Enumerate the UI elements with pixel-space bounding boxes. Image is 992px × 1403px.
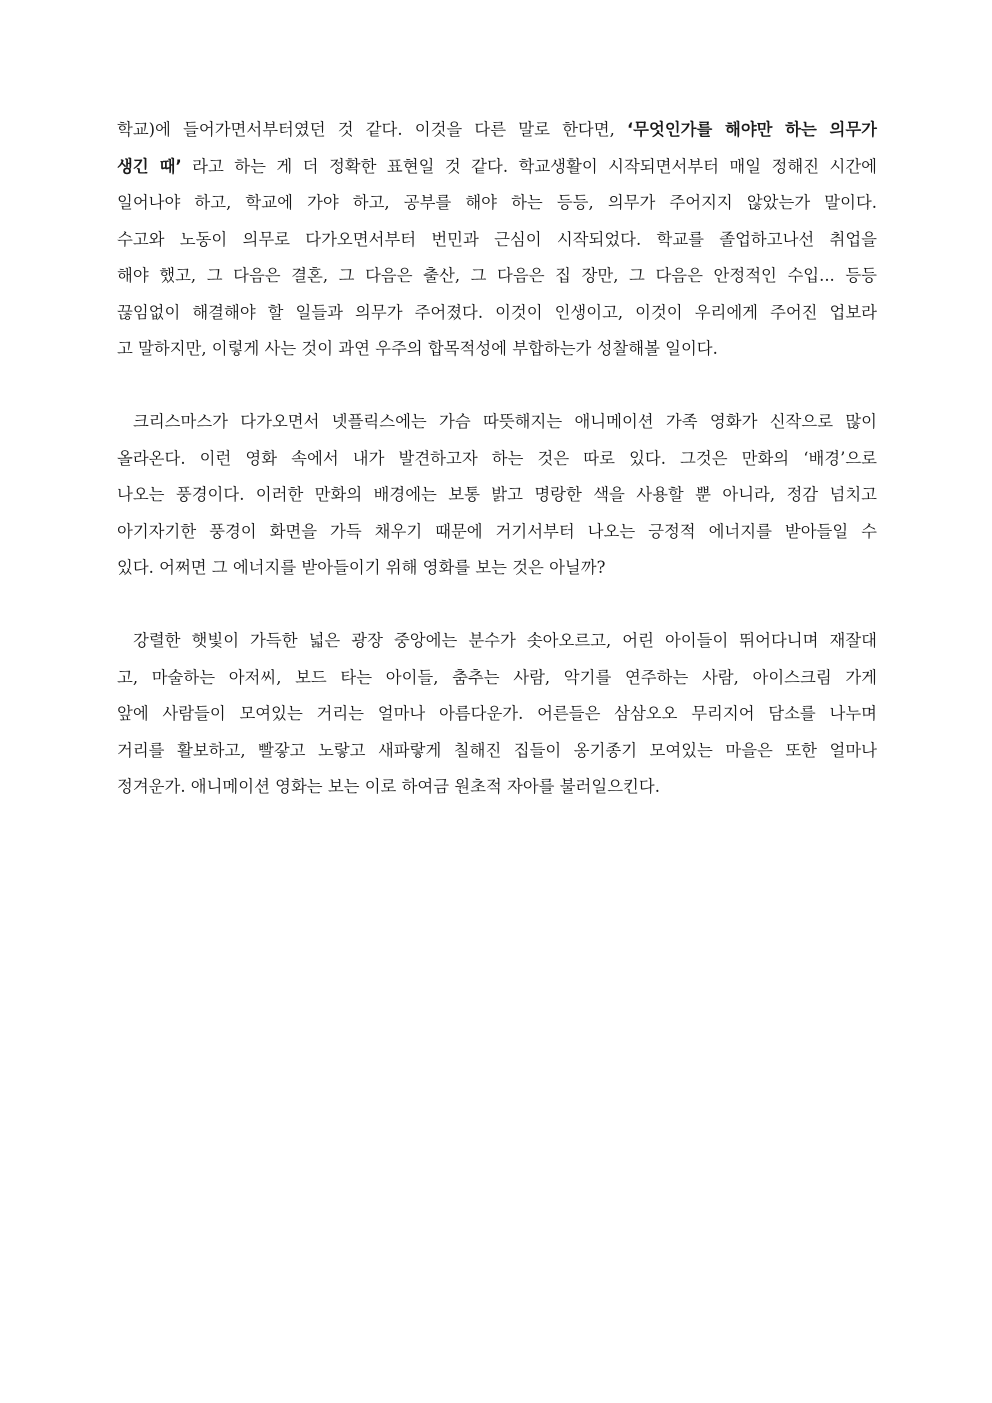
paragraph-gap	[117, 587, 877, 624]
document-page	[117, 112, 877, 806]
text-line: 나오는 풍경이다. 이러한 만화의 배경에는 보통 밝고 명랑한 색을 사용할 뿐 아니라, 정감 넘치고	[117, 485, 877, 504]
text-line: 크리스마스가 다가오면서 넷플릭스에는 가슴 따뜻해지는 애니메이션 가족 영화가 신작으로 많이	[133, 412, 877, 431]
text-line: 일어나야 하고, 학교에 가야 하고, 공부를 해야 하는 등등, 의무가 주어지지 않았는가 말이다.	[117, 193, 877, 212]
text-line	[117, 112, 877, 149]
text-line: 올라온다. 이런 영화 속에서 내가 발견하고자 하는 것은 따로 있다. 그것은 만화의 ‘배경’으로	[117, 448, 877, 468]
text-line: 해야 했고, 그 다음은 결혼, 그 다음은 출산, 그 다음은 집 장만, 그 다음은 안정적인 수입... 등등	[117, 266, 877, 285]
paragraph-1	[117, 112, 877, 368]
paragraph-3	[117, 623, 877, 806]
paragraph-2	[117, 404, 877, 587]
emphasis-text: ‘무엇인가를 해야만 하는 의무가	[626, 120, 877, 139]
line-text: 라고 하는 게 더 정확한 표현일 것 같다. 학교생활이 시작되면서부터 매일 정해진 시간에	[181, 156, 878, 176]
text-line: 고, 마술하는 아저씨, 보드 타는 아이들, 춤추는 사람, 악기를 연주하는 사람, 아이스크림 가게	[117, 667, 877, 687]
text-line	[117, 149, 877, 186]
text-line: 정겨운가. 애니메이션 영화는 보는 이로 하여금 원초적 자아를 불러일으킨다.	[117, 777, 660, 796]
text-line: 아기자기한 풍경이 화면을 가득 채우기 때문에 거기서부터 나오는 긍정적 에너지를 받아들일 수	[117, 521, 877, 541]
text-line: 강렬한 햇빛이 가득한 넓은 광장 중앙에는 분수가 솟아오르고, 어린 아이들이 뛰어다니며 재잘대	[133, 631, 877, 650]
text-line: 있다. 어쩌면 그 에너지를 받아들이기 위해 영화를 보는 것은 아닐까?	[117, 558, 606, 577]
text-line: 수고와 노동이 의무로 다가오면서부터 번민과 근심이 시작되었다. 학교를 졸업하고나선 취업을	[117, 229, 877, 249]
text-line: 끊임없이 해결해야 할 일들과 의무가 주어졌다. 이것이 인생이고, 이것이 우리에게 주어진 업보라	[117, 302, 877, 322]
text-line: 거리를 활보하고, 빨갛고 노랗고 새파랗게 칠해진 집들이 옹기종기 모여있는 마을은 또한 얼마나	[117, 740, 877, 760]
text-line: 고 말하지만, 이렇게 사는 것이 과연 우주의 합목적성에 부합하는가 성찰해볼 일이다.	[117, 339, 718, 358]
text-line: 앞에 사람들이 모여있는 거리는 얼마나 아름다운가. 어른들은 삼삼오오 무리지어 담소를 나누며	[117, 704, 877, 723]
line-text: 학교)에 들어가면서부터였던 것 같다. 이것을 다른 말로 한다면,	[117, 120, 627, 139]
paragraph-gap	[117, 368, 877, 405]
emphasis-text: 생긴 때’	[117, 156, 182, 176]
